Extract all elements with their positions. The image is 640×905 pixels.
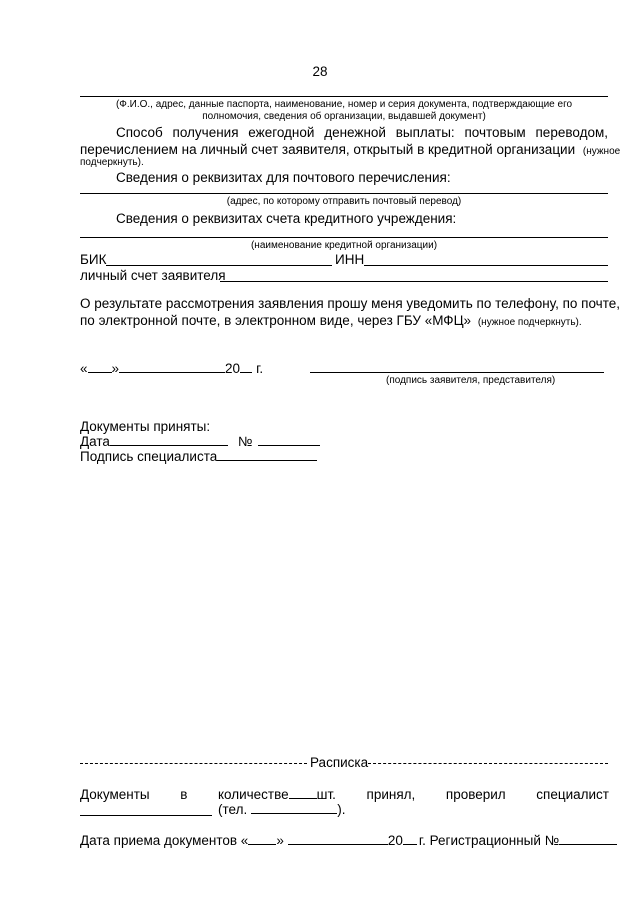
applicant-caption-line2: полномочия, сведения об организации, выдавшей документ) (202, 111, 486, 122)
receipt-separator-right (368, 763, 608, 764)
receipt-word-accepted: принял, (366, 787, 416, 802)
receipt-quantity-field[interactable] (289, 786, 317, 799)
payment-method-line3: подчеркнуть). (80, 157, 144, 168)
year-prefix: 20 (225, 361, 241, 376)
receipt-word-pcs: шт. (316, 787, 336, 802)
registration-number-field[interactable] (559, 832, 617, 845)
docs-date-label: Дата (80, 434, 110, 449)
inn-label: ИНН (335, 252, 365, 267)
notify-line2 (80, 312, 608, 331)
page-number: 28 (312, 64, 328, 79)
date-close-quote: » (111, 361, 120, 376)
application-date (80, 360, 263, 377)
docs-number-field[interactable] (258, 433, 320, 446)
bank-details-label: Сведения о реквизитах счета кредитного учреждения: (116, 211, 457, 226)
docs-accepted-title: Документы приняты: (80, 419, 211, 434)
year-field[interactable] (240, 360, 252, 373)
receipt-word-documents: Документы (80, 787, 150, 802)
receipt-word-checked: проверил (445, 787, 506, 802)
receipt-separator-left (80, 763, 307, 764)
date-open-quote: « (80, 361, 88, 376)
receipt-date-row (80, 832, 617, 849)
specialist-signature-label: Подпись специалиста (80, 449, 218, 464)
receipt-date-close: » (276, 833, 284, 848)
applicant-details-line (80, 96, 608, 97)
receipt-year-prefix: 20 (387, 833, 403, 848)
receipt-month-field[interactable] (288, 832, 388, 845)
receipt-specialist-name-field[interactable] (80, 815, 212, 816)
specialist-signature-field[interactable] (217, 448, 317, 461)
receipt-year-field[interactable] (403, 832, 417, 845)
month-field[interactable] (119, 360, 225, 373)
notify-line1: О результате рассмотрения заявления прошу меня уведомить по телефону, по почте, (80, 296, 620, 311)
docs-number-label: № (237, 434, 253, 449)
receipt-tel-row (218, 801, 345, 818)
receipt-title: Расписка (310, 755, 369, 770)
receipt-word-in: в (180, 787, 188, 802)
specialist-signature-row (80, 448, 317, 465)
postal-address-line[interactable] (80, 193, 608, 194)
notify-note: (нужное подчеркнуть). (477, 317, 582, 328)
inn-field[interactable] (364, 265, 608, 266)
receipt-day-field[interactable] (248, 832, 276, 845)
postal-address-caption: (адрес, по которому отправить почтовый перевод) (226, 196, 462, 207)
receipt-word-quantity: количестве (217, 787, 289, 802)
docs-date-field[interactable] (110, 433, 228, 446)
year-suffix: г. (256, 361, 264, 376)
receipt-tel-close: ). (337, 802, 346, 817)
payment-method-note: (нужное (582, 146, 621, 157)
account-field[interactable] (220, 281, 608, 282)
payment-method-line1: Способ получения ежегодной денежной выплаты: почтовым переводом, (116, 125, 608, 140)
payment-method-line2 (80, 141, 621, 160)
bik-label: БИК (80, 252, 107, 267)
account-label: личный счет заявителя (80, 268, 226, 283)
day-field[interactable] (88, 360, 112, 373)
receipt-date-label: Дата приема документов « (80, 833, 249, 848)
receipt-word-specialist: специалист (536, 787, 609, 802)
receipt-tel-open: (тел. (218, 802, 248, 817)
signature-caption: (подпись заявителя, представителя) (386, 375, 556, 386)
receipt-year-suffix: г. Регистрационный № (418, 833, 560, 848)
applicant-caption-line1: (Ф.И.О., адрес, данные паспорта, наименование, номер и серия документа, подтверждающие его (115, 99, 573, 110)
bik-field[interactable] (106, 265, 332, 266)
bank-name-line[interactable] (80, 237, 608, 238)
payment-method-line2-text: перечислением на личный счет заявителя, открытый в кредитной организации (80, 142, 576, 157)
postal-details-label: Сведения о реквизитах для почтового перечисления: (116, 170, 451, 185)
bank-name-caption: (наименование кредитной организации) (250, 240, 438, 251)
receipt-tel-field[interactable] (251, 801, 337, 814)
notify-line2-text: по электронной почте, в электронном виде, через ГБУ «МФЦ» (80, 313, 472, 328)
applicant-signature-line[interactable] (310, 372, 604, 373)
